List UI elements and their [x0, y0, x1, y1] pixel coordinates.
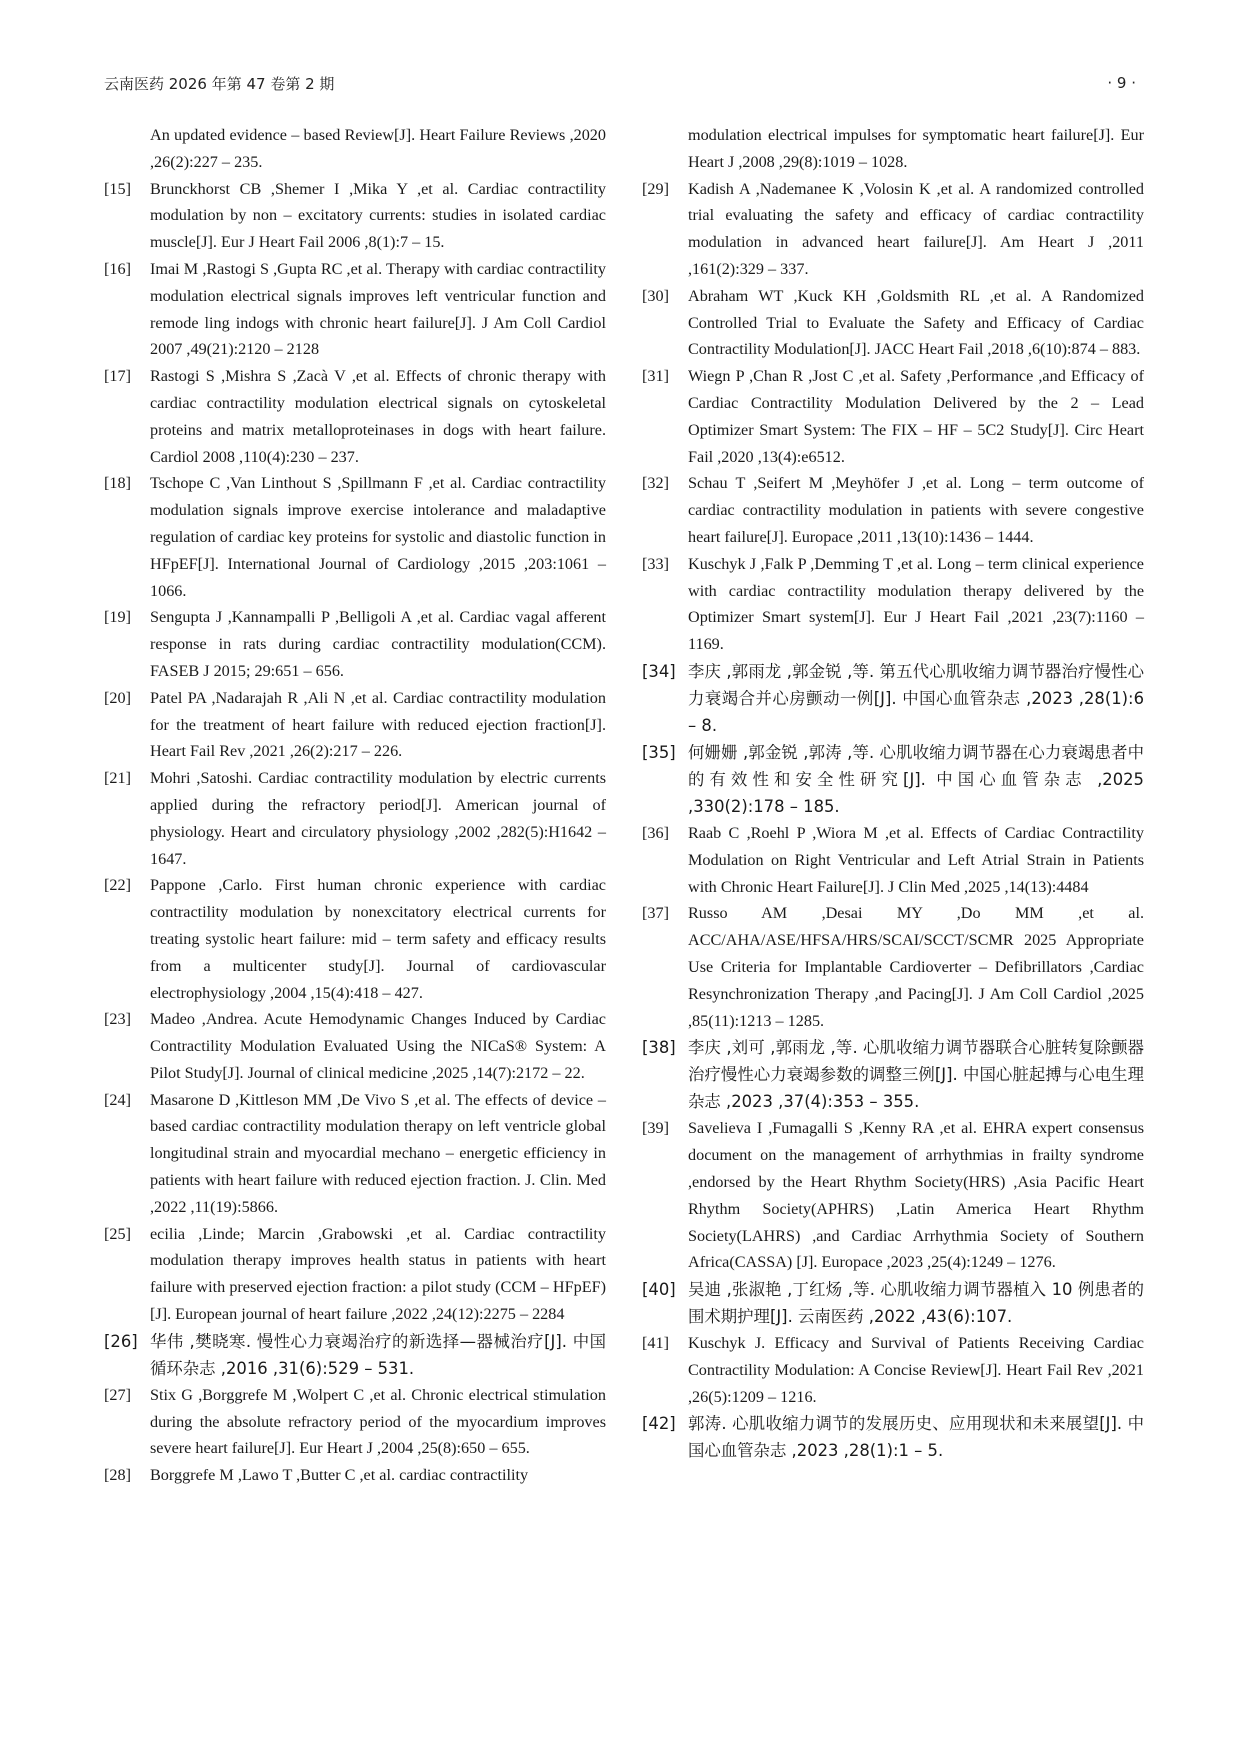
reference-number: [30] — [642, 286, 669, 305]
reference-number: [16] — [104, 259, 131, 278]
reference-text: Tschope C ,Van Linthout S ,Spillmann F ,et al. Cardiac contractility modulation signals improve exercise intolerance and maladaptive regulation of cardiac key proteins for systolic and diastolic function in HFpEF[J]. International Journal of Cardiology ,2015 ,203:1061 – 1066. — [150, 474, 606, 600]
reference-entry — [642, 1276, 1144, 1330]
reference-text: Masarone D ,Kittleson MM ,De Vivo S ,et al. The effects of device – based cardiac contractility modulation therapy on left ventricle global longitudinal strain and myocardial mechano – energetic efficiency in patients with heart failure with reduced ejection fraction. J. Clin. Med ,2022 ,11(19):5866. — [150, 1090, 606, 1216]
reference-entry — [104, 176, 606, 256]
reference-entry — [642, 658, 1144, 739]
reference-entry — [104, 1221, 606, 1328]
reference-number: [17] — [104, 367, 131, 386]
reference-number: [25] — [104, 1224, 131, 1243]
reference-text: Abraham WT ,Kuck KH ,Goldsmith RL ,et al. A Randomized Controlled Trial to Evaluate the Safety and Efficacy of Cardiac Contractility Modulation[J]. JACC Heart Fail ,2018 ,6(10):874 – 883. — [688, 286, 1144, 359]
reference-text: 华伟 ,樊晓寒. 慢性心力衰竭治疗的新选择—器械治疗[J]. 中国循环杂志 ,2016 ,31(6):529 – 531. — [150, 1331, 606, 1378]
page-number: · 9 · — [1107, 74, 1136, 92]
reference-number: [32] — [642, 474, 669, 493]
reference-number: [28] — [104, 1466, 131, 1485]
reference-text: Savelieva I ,Fumagalli S ,Kenny RA ,et al. EHRA expert consensus document on the management of arrhythmias in frailty syndrome ,endorsed by the Heart Rhythm Society(HRS) ,Asia Pacific Heart Rhythm Society(APHRS) ,Latin America Heart Rhythm Society(LAHRS) ,and Cardiac Arrhythmia Society of Southern Africa(CASSA) [J]. Europace ,2023 ,25(4):1249 – 1276. — [688, 1119, 1144, 1272]
reference-text: Patel PA ,Nadarajah R ,Ali N ,et al. Cardiac contractility modulation for the treatment of heart failure with reduced ejection fraction[J]. Heart Fail Rev ,2021 ,26(2):217 – 226. — [150, 688, 606, 761]
reference-text: 李庆 ,郭雨龙 ,郭金锐 ,等. 第五代心肌收缩力调节器治疗慢性心力衰竭合并心房颤动一例[J]. 中国心血管杂志 ,2023 ,28(1):6 – 8. — [688, 661, 1144, 735]
reference-text: Rastogi S ,Mishra S ,Zacà V ,et al. Effects of chronic therapy with cardiac contractility modulation electrical signals on cytoskeletal proteins and matrix metalloproteinases in dogs with heart failure. Cardiol 2008 ,110(4):230 – 237. — [150, 367, 606, 466]
reference-number: [35] — [642, 742, 676, 762]
reference-text: Imai M ,Rastogi S ,Gupta RC ,et al. Therapy with cardiac contractility modulation electrical signals improves left ventricular function and remode ling indogs with chronic heart failure[J]. J Am Coll Cardiol 2007 ,49(21):2120 – 2128 — [150, 259, 606, 359]
reference-text: Raab C ,Roehl P ,Wiora M ,et al. Effects of Cardiac Contractility Modulation on Right Ventricular and Left Atrial Strain in Patients with Chronic Heart Failure[J]. J Clin Med ,2025 ,14(13):4484 — [688, 823, 1144, 896]
reference-number: [42] — [642, 1414, 676, 1434]
reference-text: 何姗姗 ,郭金锐 ,郭涛 ,等. 心肌收缩力调节器在心力衰竭患者中的有效性和安全性研究[J]. 中国心血管杂志 ,2025 ,330(2):178 – 185. — [688, 742, 1144, 816]
reference-entry — [104, 685, 606, 765]
reference-text: modulation electrical impulses for symptomatic heart failure[J]. Eur Heart J ,2008 ,29(8):1019 – 1028. — [688, 126, 1144, 171]
reference-entry — [642, 739, 1144, 820]
reference-text: 郭涛. 心肌收缩力调节的发展历史、应用现状和未来展望[J]. 中国心血管杂志 ,2023 ,28(1):1 – 5. — [688, 1414, 1144, 1461]
reference-text: Brunckhorst CB ,Shemer I ,Mika Y ,et al. Cardiac contractility modulation by non – excitatory currents: studies in isolated cardiac muscle[J]. Eur J Heart Fail 2006 ,8(1):7 – 15. — [150, 179, 606, 252]
reference-number: [26] — [104, 1331, 138, 1351]
reference-text: Kadish A ,Nademanee K ,Volosin K ,et al. A randomized controlled trial evaluating the safety and efficacy of cardiac contractility modulation in advanced heart failure[J]. Am Heart J ,2011 ,161(2):329 – 337. — [688, 179, 1144, 278]
reference-number: [41] — [642, 1334, 669, 1353]
reference-number: [40] — [642, 1280, 676, 1300]
reference-entry — [642, 470, 1144, 550]
reference-number: [31] — [642, 367, 669, 386]
reference-text: Mohri ,Satoshi. Cardiac contractility modulation by electric currents applied during the refractory period[J]. American journal of physiology. Heart and circulatory physiology ,2002 ,282(5):H1642 – 1647. — [150, 769, 606, 868]
reference-entry — [104, 256, 606, 363]
reference-entry — [642, 363, 1144, 470]
reference-entry — [642, 1034, 1144, 1115]
reference-text: Borggrefe M ,Lawo T ,Butter C ,et al. cardiac contractility — [150, 1466, 529, 1485]
reference-text: Wiegn P ,Chan R ,Jost C ,et al. Safety ,Performance ,and Efficacy of Cardiac Contractility Modulation Delivered by the 2 – Lead Optimizer Smart System: The FIX – HF – 5C2 Study[J]. Circ Heart Fail ,2020 ,13(4):e6512. — [688, 367, 1144, 466]
reference-text: Kuschyk J. Efficacy and Survival of Patients Receiving Cardiac Contractility Modulation: A Concise Review[J]. Heart Fail Rev ,2021 ,26(5):1209 – 1216. — [688, 1334, 1144, 1406]
reference-number: [39] — [642, 1119, 669, 1138]
reference-number: [19] — [104, 608, 131, 627]
reference-entry — [104, 363, 606, 470]
reference-entry — [642, 900, 1144, 1034]
reference-text: Stix G ,Borggrefe M ,Wolpert C ,et al. Chronic electrical stimulation during the absolute refractory period of the myocardium improves severe heart failure[J]. Eur Heart J ,2004 ,25(8):650 – 655. — [150, 1385, 606, 1458]
reference-entry — [104, 604, 606, 684]
reference-text: Schau T ,Seifert M ,Meyhöfer J ,et al. Long – term outcome of cardiac contractility modulation in patients with severe congestive heart failure[J]. Europace ,2011 ,13(10):1436 – 1444. — [688, 474, 1144, 546]
reference-number: [15] — [104, 179, 131, 198]
reference-entry — [642, 1410, 1144, 1464]
reference-text: ecilia ,Linde; Marcin ,Grabowski ,et al. Cardiac contractility modulation therapy improves health status in patients with heart failure with preserved ejection fraction: a pilot study (CCM – HFpEF) [J]. European journal of heart failure ,2022 ,24(12):2275 – 2284 — [150, 1224, 606, 1324]
reference-entry — [642, 1330, 1144, 1410]
reference-text: 李庆 ,刘可 ,郭雨龙 ,等. 心肌收缩力调节器联合心脏转复除颤器治疗慢性心力衰竭参数的调整三例[J]. 中国心脏起搏与心电生理杂志 ,2023 ,37(4):353 – 355. — [688, 1038, 1144, 1112]
reference-text: An updated evidence – based Review[J]. Heart Failure Reviews ,2020 ,26(2):227 – 235. — [150, 126, 606, 171]
reference-entry — [104, 1382, 606, 1462]
reference-text: Madeo ,Andrea. Acute Hemodynamic Changes Induced by Cardiac Contractility Modulation Evaluated Using the NICaS® System: A Pilot Study[J]. Journal of clinical medicine ,2025 ,14(7):2172 – 22. — [150, 1010, 606, 1082]
reference-number: [29] — [642, 179, 669, 198]
reference-number: [33] — [642, 554, 669, 573]
reference-continuation — [642, 122, 1144, 176]
reference-number: [27] — [104, 1385, 131, 1404]
reference-entry — [104, 1328, 606, 1382]
reference-continuation — [104, 122, 606, 176]
reference-text: Pappone ,Carlo. First human chronic experience with cardiac contractility modulation by nonexcitatory electrical currents for treating systolic heart failure: mid – term safety and efficacy results from a multicenter study[J]. Journal of cardiovascular electrophysiology ,2004 ,15(4):418 – 427. — [150, 876, 606, 1002]
reference-entry — [104, 1087, 606, 1221]
references-left-column — [104, 122, 606, 1489]
reference-number: [37] — [642, 904, 669, 923]
reference-number: [21] — [104, 769, 131, 788]
reference-number: [20] — [104, 688, 131, 707]
reference-text: Russo AM ,Desai MY ,Do MM ,et al. ACC/AHA/ASE/HFSA/HRS/SCAI/SCCT/SCMR 2025 Appropriate Use Criteria for Implantable Cardioverter – Defibrillators ,Cardiac Resynchronization Therapy ,and Pacing[J]. J Am Coll Cardiol ,2025 ,85(11):1213 – 1285. — [688, 904, 1144, 1030]
reference-entry — [642, 176, 1144, 283]
page-header — [104, 70, 1136, 96]
reference-text: Kuschyk J ,Falk P ,Demming T ,et al. Long – term clinical experience with cardiac contractility modulation therapy delivered by the Optimizer Smart system[J]. Eur J Heart Fail ,2021 ,23(7):1160 – 1169. — [688, 554, 1144, 654]
reference-number: [22] — [104, 876, 131, 895]
references-right-column — [642, 122, 1144, 1464]
reference-entry — [104, 1462, 606, 1489]
reference-number: [24] — [104, 1090, 131, 1109]
reference-entry — [642, 283, 1144, 363]
reference-entry — [642, 1115, 1144, 1276]
reference-entry — [104, 765, 606, 872]
reference-text: 吴迪 ,张淑艳 ,丁红炀 ,等. 心肌收缩力调节器植入 10 例患者的围术期护理[J]. 云南医药 ,2022 ,43(6):107. — [688, 1280, 1144, 1327]
reference-text: Sengupta J ,Kannampalli P ,Belligoli A ,et al. Cardiac vagal afferent response in rats during cardiac contractility modulation(CCM). FASEB J 2015; 29:651 – 656. — [150, 608, 606, 680]
reference-number: [36] — [642, 823, 669, 842]
reference-entry — [104, 1006, 606, 1086]
reference-entry — [104, 470, 606, 604]
reference-number: [18] — [104, 474, 131, 493]
reference-number: [34] — [642, 661, 676, 681]
reference-entry — [642, 820, 1144, 900]
reference-entry — [104, 872, 606, 1006]
reference-number: [38] — [642, 1038, 676, 1058]
reference-number: [23] — [104, 1010, 131, 1029]
journal-issue: 云南医药 2026 年第 47 卷第 2 期 — [104, 74, 335, 93]
reference-entry — [642, 551, 1144, 658]
